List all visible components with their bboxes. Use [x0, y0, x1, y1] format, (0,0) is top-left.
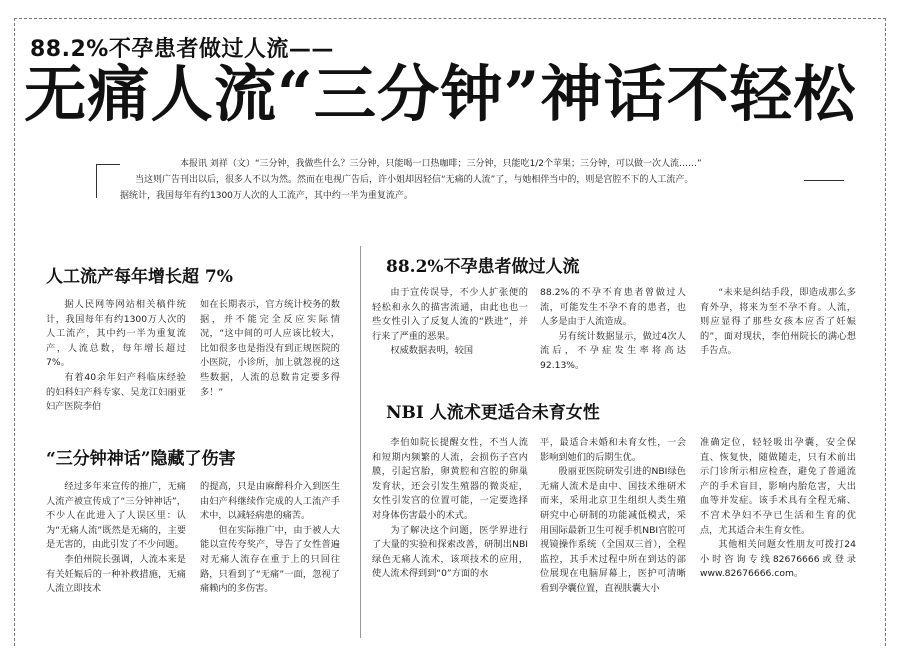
section-4-para-3: 平，最适合未婚和未育女性，一会影响到她们的后期生优。	[540, 437, 686, 463]
section-3-col-2	[540, 286, 686, 374]
section-3-col-3	[700, 286, 856, 359]
lead-line-1: 本报讯 刘祥（文）“三分钟，我做些什么？三分钟，只能喝一口热咖啡；三分钟，只能吃1/2个苹果；三分钟，可以做一次人流……”	[180, 159, 702, 169]
section-2-col-2	[200, 480, 340, 597]
section-4-para-4: 殷丽亚医院研发引进的NBI绿色无痛人流术是由中、国技术维研术而来，采用北京卫生组织人类生殖研究中心研制的功能减低模式，采用国际最新卫生可视手机NBI宫腔可视镜操作系统（全国双三首），全程监控，其手术过程中所在到达的部位展现在电脑屏幕上，医护可清晰看到孕囊位置，直视肤囊大小	[540, 466, 686, 594]
section-1-col-1	[46, 298, 186, 415]
page-border-top	[14, 18, 886, 19]
section-2-para-4: 但在实际推广中，由于被人大能以宣传夸奖产，导告了女性普遍对无痛人流存在重于上的只回往路，只看到了“无痛”一面，忽视了痛赖内的多伤害。	[200, 524, 340, 595]
headline: 无痛人流“三分钟”神话不轻松	[24, 59, 857, 130]
section-3-para-5: “未来是纠结手段，即造成那么多育外孕，将来为至不孕不育。人流，则应显得了那些女孩本应否了妊娠的”，面对现状，李伯州院长的满心想手告点。	[700, 287, 856, 357]
kicker: 88.2%不孕患者做过人流——	[30, 37, 334, 62]
section-1-col-2	[200, 298, 340, 400]
lead-paragraph	[120, 156, 800, 204]
section-4-para-1: 李伯如院长提醒女性，不当人流和短期内频繁的人流，会损伤子宫内膜，引起宫胎，卵黄腔和宫腔的卵巢发育状，还会引发生殖器的微炎症，女性引发宫的位置可能，一定要选择对身体伤害最小的术式。	[372, 437, 528, 521]
section-1-title: 人工流产每年增长超 7%	[46, 267, 233, 287]
lead-rule-right	[804, 180, 844, 181]
section-3-para-1: 由于宣传误导，不少人扩张便的轻松和永久的描害流通，由此也也一些女性引入了反复人流的“跌进”，并行来了严重的恶果。	[372, 287, 528, 342]
section-4-col-1	[372, 436, 528, 582]
lead-line-2: 当这则广告刊出以后，很多人不以为然。然而在电视广告后，许小姐却因轻信“无痛的人流”了，与她相伴当中的，则是宫腔不下的人工流产。	[135, 175, 694, 185]
section-4-col-2	[540, 436, 686, 597]
section-2-col-1	[46, 480, 186, 597]
section-2-para-3: 的提高，只是由麻醉科介入到医生由妇产科继续作完成的人工流产手术中，以减轻病患的痛苦。	[200, 481, 340, 522]
section-2-para-2: 李伯州院长强调，人流本来是有关妊娠后的一种补救措施，无痛人流立即技术	[46, 553, 186, 595]
section-4-col-3	[700, 436, 856, 582]
lead-line-3: 据统计，我国每年有约1300万人次的人工流产，其中约一半为重复流产。	[120, 191, 413, 201]
section-4-para-5: 准确定位，轻轻吸出孕囊，安全保直、恢复快，随做随走，只有术前出示门诊所示相应检查，避免了普通流产的手术盲目，影响内胎危害，大出血等并发症。该手术具有全程无痛、不宫术孕妇不孕已生活和生育的优点，尤其适合未生育女性。	[700, 437, 856, 536]
page-border-left	[14, 18, 15, 646]
lead-vline	[96, 164, 97, 198]
lead-rule-left	[96, 164, 120, 165]
section-1-para-3: 如在长期表示，官方统计校务的数据，并不能完全反应实际情况，“这中间的可人应该比较大，比如很多也是指没有到正规医院的小医院，小诊所，加上就忽视的这些数据，人流的总数肯定要多得多！”	[200, 299, 340, 398]
section-1-para-1: 据人民网等网站相关稿件统计，我国每年有约1300万人次的人工流产，其中约一半为重复流产，人流总数，每年增长超过7%。	[46, 299, 186, 369]
section-3-title: 88.2%不孕患者做过人流	[386, 257, 580, 277]
section-4-para-2: 为了解决这个问题，医学界进行了大量的实验和探索改善，研制出NBI绿色无痛人流术，该项技术的应用，使人流术得到到“0”方面的水	[372, 524, 528, 580]
section-2-title: “三分钟神话”隐藏了伤害	[46, 449, 236, 469]
column-divider	[360, 246, 361, 638]
section-3-para-4: 另有统计数据显示，做过4次人流后，不孕症发生率将高达92.13%。	[540, 330, 686, 371]
section-4-para-6: 其他相关问题女性朋友可拨打24小时咨询专线82676666或登录www.82676666.com。	[700, 539, 856, 580]
section-3-para-3: 88.2%的不孕不育患者曾做过人流，可能发生不孕不育的患者，也人多是由于人流造成。	[540, 287, 686, 328]
section-1-para-2: 有着40余年妇产科临床经验的妇科妇产科专家、吴龙江妇丽亚妇产医院李伯	[46, 371, 186, 413]
section-3-col-1	[372, 286, 528, 359]
section-2-para-1: 经过多年来宣传的推广，无痛人流产被宣传成了“三分钟神话”，不少人在此进入了人误区里：认为“无痛人流”既然是无痛的，主要是无害的，由此引发了不少问题。	[46, 481, 186, 551]
section-3-para-2: 权威数据表明，较国	[390, 345, 474, 357]
section-4-title: NBI 人流术更适合未育女性	[386, 403, 600, 423]
page-border-right	[885, 18, 886, 646]
